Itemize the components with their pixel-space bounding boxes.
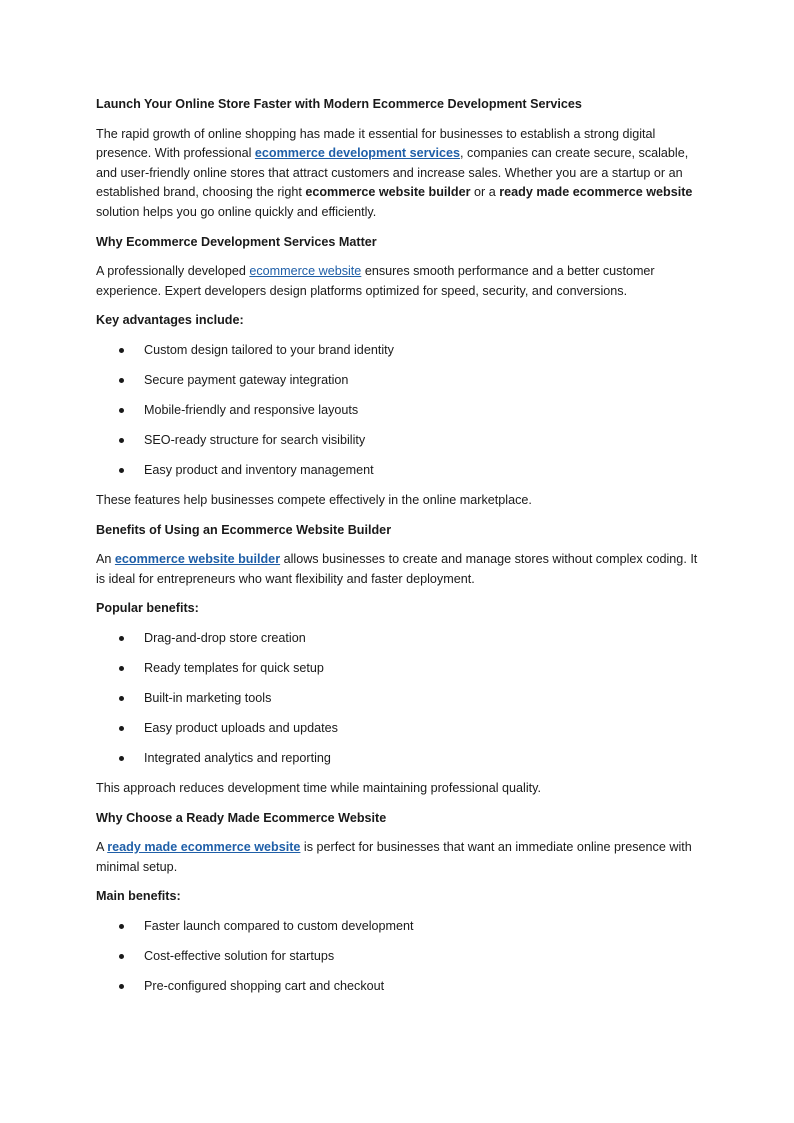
list-item-text: Mobile-friendly and responsive layouts xyxy=(144,402,359,417)
bullet-icon xyxy=(119,378,124,383)
bullet-icon xyxy=(119,636,124,641)
list-item-text: Faster launch compared to custom development xyxy=(144,918,414,933)
bullet-icon xyxy=(119,756,124,761)
list-item-text: Easy product uploads and updates xyxy=(144,720,338,735)
section2-subheading: Popular benefits: xyxy=(96,601,199,616)
section3-paragraph xyxy=(96,838,704,877)
list-item-text: Pre-configured shopping cart and checkout xyxy=(144,978,385,993)
bullet-icon xyxy=(119,348,124,353)
bullet-icon xyxy=(119,438,124,443)
bullet-icon xyxy=(119,954,124,959)
section1-list xyxy=(96,341,704,481)
link-ready-made-ecommerce-website[interactable]: ready made ecommerce website xyxy=(107,840,301,855)
section1-subheading: Key advantages include: xyxy=(96,313,244,328)
list-item-text: SEO-ready structure for search visibility xyxy=(144,432,366,447)
list-item xyxy=(96,977,704,997)
list-item xyxy=(96,371,704,391)
section1-paragraph xyxy=(96,262,704,301)
list-item-text: Cost-effective solution for startups xyxy=(144,948,335,963)
bullet-icon xyxy=(119,666,124,671)
bullet-icon xyxy=(119,468,124,473)
bullet-icon xyxy=(119,726,124,731)
bullet-icon xyxy=(119,408,124,413)
link-ecommerce-website-builder[interactable]: ecommerce website builder xyxy=(114,552,281,567)
section2-text: An xyxy=(96,552,115,567)
list-item xyxy=(96,917,704,937)
section3-subheading: Main benefits: xyxy=(96,889,181,904)
list-item xyxy=(96,689,704,709)
link-ecommerce-website[interactable]: ecommerce website xyxy=(249,264,362,279)
bullet-icon xyxy=(119,924,124,929)
bullet-icon xyxy=(119,984,124,989)
section2-heading: Benefits of Using an Ecommerce Website Builder xyxy=(96,522,392,537)
list-item xyxy=(96,659,704,679)
intro-text: solution helps you go online quickly and efficiently. xyxy=(96,204,377,219)
section1-heading: Why Ecommerce Development Services Matter xyxy=(96,234,377,249)
list-item xyxy=(96,401,704,421)
section1-text: ensures smooth performance and a better customer experience. Expert developers design platforms optimized for speed, security, and conversions. xyxy=(96,264,655,298)
document-title: Launch Your Online Store Faster with Modern Ecommerce Development Services xyxy=(96,97,582,111)
section1-closing: These features help businesses compete effectively in the online marketplace. xyxy=(96,492,532,507)
list-item-text: Built-in marketing tools xyxy=(144,690,272,705)
list-item-text: Secure payment gateway integration xyxy=(144,372,349,387)
intro-text: or a xyxy=(470,185,500,200)
list-item xyxy=(96,461,704,481)
intro-paragraph xyxy=(96,125,704,223)
list-item-text: Integrated analytics and reporting xyxy=(144,750,331,765)
list-item-text: Drag-and-drop store creation xyxy=(144,630,306,645)
list-item xyxy=(96,719,704,739)
list-item xyxy=(96,947,704,967)
list-item xyxy=(96,431,704,451)
list-item xyxy=(96,629,704,649)
intro-text: , companies can create secure, scalable, and user-friendly online stores that attract customers and increase sales. Whether you are a startup or an established brand, choosing the right xyxy=(96,146,689,200)
intro-text: The rapid growth of online shopping has made it essential for businesses to establish a strong digital presence. With professional xyxy=(96,126,656,161)
section2-list xyxy=(96,629,704,769)
list-item xyxy=(96,749,704,769)
list-item-text: Custom design tailored to your brand identity xyxy=(144,342,394,357)
section3-heading: Why Choose a Ready Made Ecommerce Website xyxy=(96,810,387,825)
section2-closing: This approach reduces development time while maintaining professional quality. xyxy=(96,780,541,795)
section3-text: is perfect for businesses that want an immediate online presence with minimal setup. xyxy=(96,840,692,874)
section3-list xyxy=(96,917,704,997)
link-ecommerce-development-services[interactable]: ecommerce development services xyxy=(254,146,461,161)
list-item-text: Ready templates for quick setup xyxy=(144,660,324,675)
bullet-icon xyxy=(119,696,124,701)
section2-text: allows businesses to create and manage stores without complex coding. It is ideal for entrepreneurs who want flexibility and faster deployment. xyxy=(96,552,698,586)
list-item-text: Easy product and inventory management xyxy=(144,462,374,477)
document-body xyxy=(96,95,704,1007)
section1-text: A professionally developed xyxy=(96,264,250,279)
section3-text: A xyxy=(96,840,108,855)
intro-bold-ready-made: ready made ecommerce website xyxy=(499,185,693,200)
list-item xyxy=(96,341,704,361)
intro-bold-builder: ecommerce website builder xyxy=(305,185,471,200)
section2-paragraph xyxy=(96,550,704,589)
